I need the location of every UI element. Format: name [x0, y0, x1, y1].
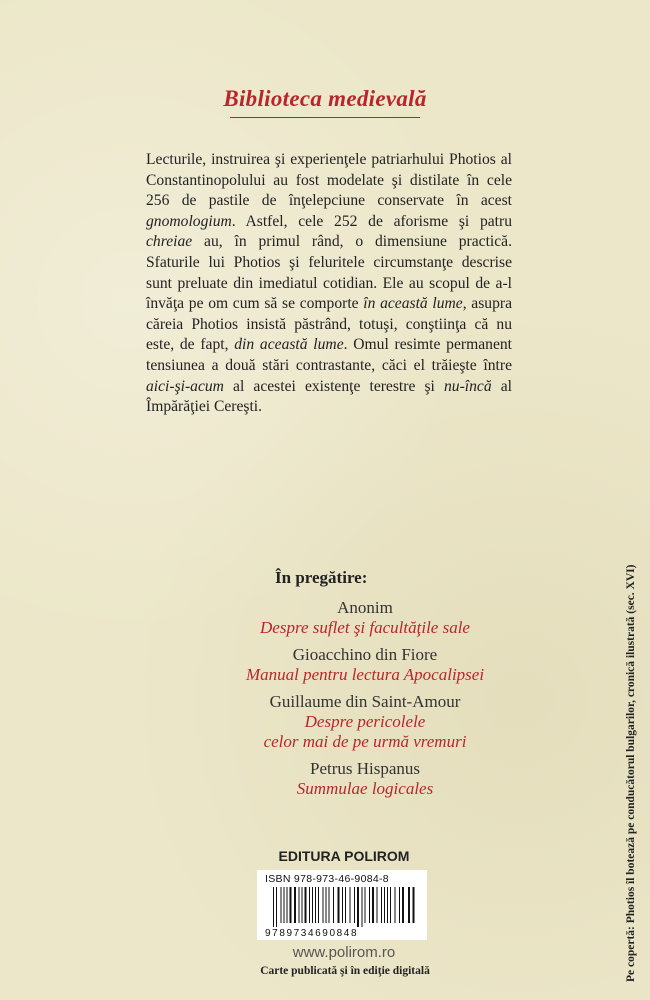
- barcode-bar: [294, 887, 296, 923]
- barcode-bar: [284, 887, 285, 923]
- barcode-bar: [413, 887, 415, 923]
- in-preparation-list: [160, 598, 570, 806]
- book-item-anonim: [160, 598, 570, 638]
- barcode-bar: [305, 887, 307, 923]
- book-author: Petrus Hispanus: [309, 759, 421, 778]
- barcode-digits: 9789734690848: [265, 928, 359, 937]
- barcode-bar: [342, 887, 343, 923]
- blurb-emphasis: nu-încă: [443, 377, 492, 395]
- blurb-emphasis: aici-şi-acum: [146, 377, 224, 395]
- book-title-continued: celor mai de pe urmă vremuri: [263, 732, 467, 751]
- blurb-text: . Omul resimte permanent tensiunea a două stări contrastante, căci el trăieşte între: [146, 336, 512, 374]
- blurb-text: au, în primul rând, o dimensiune practică. Sfaturile lui Photios şi feluritele circumstanţe descrise sunt preluate din imediatul cotidian. Ele au scopul de a-l învăţa pe om cum să se comporte: [146, 233, 512, 313]
- blurb-text: Lecturile, instruirea şi experienţele patriarhului Photios al Constantinopolului au fost modelate şi distilate în cele 256 de pastile de înţelepciune conservate în acest: [146, 151, 512, 210]
- barcode-bar: [354, 887, 355, 923]
- book-item-guillaume: [160, 692, 570, 752]
- blurb-emphasis: chreiae: [146, 233, 193, 251]
- blurb-text: al Împărăţiei Cereşti.: [146, 377, 512, 416]
- book-author: Guillaume din Saint-Amour: [269, 692, 461, 711]
- book-title: Despre pericolele: [304, 712, 426, 731]
- series-title: Biblioteca medievală: [223, 86, 427, 111]
- blurb-text: . Astfel, cele 252 de aforisme şi patru: [231, 212, 512, 230]
- blurb-text: al acestei existenţe terestre şi: [223, 377, 444, 395]
- barcode-bar: [402, 887, 404, 923]
- book-author: Gioacchino din Fiore: [292, 645, 438, 664]
- barcode-bar: [329, 887, 330, 923]
- book-author: Anonim: [337, 598, 393, 617]
- barcode-bar: [369, 887, 370, 923]
- isbn-barcode-block: [257, 870, 427, 940]
- cover-credit: Pe copertă: Photios îl botează pe conducătorul bulgarilor, cronică ilustrată (sec. XVI): [625, 564, 637, 982]
- blurb-emphasis: din această lume: [234, 336, 344, 354]
- barcode-bar: [381, 887, 382, 923]
- barcode-bar: [302, 887, 303, 923]
- barcode-bar: [387, 887, 388, 923]
- barcode-bar: [326, 887, 327, 923]
- book-item-petrus: [160, 759, 570, 799]
- barcode-bar: [318, 887, 319, 923]
- barcode-bar: [273, 887, 274, 927]
- book-title: Despre suflet şi facultăţile sale: [260, 618, 470, 637]
- barcode-bar: [290, 887, 292, 923]
- in-preparation-heading: În pregătire:: [275, 568, 368, 587]
- barcode-bar: [365, 887, 366, 923]
- barcode-bar: [408, 887, 410, 923]
- barcode-bar: [399, 887, 400, 923]
- barcode-bar: [333, 887, 334, 923]
- barcode-bar: [312, 887, 313, 923]
- barcode-icon: [263, 887, 421, 937]
- isbn-number: ISBN 978-973-46-9084-8: [265, 873, 389, 885]
- barcode-bar: [395, 887, 396, 923]
- barcode-bar: [390, 887, 391, 923]
- barcode-bar: [345, 887, 346, 923]
- series-title-underline: [230, 117, 420, 118]
- barcode-bar: [309, 887, 310, 923]
- book-item-gioacchino: [160, 645, 570, 685]
- barcode-bar: [338, 887, 340, 923]
- barcode-bar: [384, 887, 385, 923]
- barcode-bar: [281, 887, 282, 923]
- book-title: Manual pentru lectura Apocalipsei: [245, 665, 485, 684]
- digital-edition-note: Carte publicată şi în ediţie digitală: [260, 965, 430, 977]
- blurb-paragraph: [146, 150, 512, 418]
- blurb-emphasis: gnomologium: [146, 212, 232, 230]
- publisher-name: EDITURA POLIROM: [278, 848, 410, 864]
- barcode-bar: [350, 887, 351, 923]
- book-title: Summulae logicales: [296, 779, 434, 798]
- blurb-text: , asupra căreia Photios insistă păstrând, totuşi, conştiinţa că nu este, de fapt,: [146, 295, 513, 354]
- barcode-bar: [357, 887, 359, 927]
- barcode-bar: [315, 887, 316, 923]
- barcode-bar: [372, 887, 374, 923]
- blurb-emphasis: în această lume: [363, 295, 463, 313]
- barcode-bar: [287, 887, 288, 923]
- publisher-website: www.polirom.ro: [292, 944, 396, 961]
- barcode-bar: [323, 887, 324, 923]
- barcode-bar: [299, 887, 300, 923]
- barcode-bar: [377, 887, 378, 923]
- barcode-bar: [276, 887, 277, 927]
- barcode-bar: [362, 887, 363, 927]
- back-cover-blurb: [146, 150, 512, 418]
